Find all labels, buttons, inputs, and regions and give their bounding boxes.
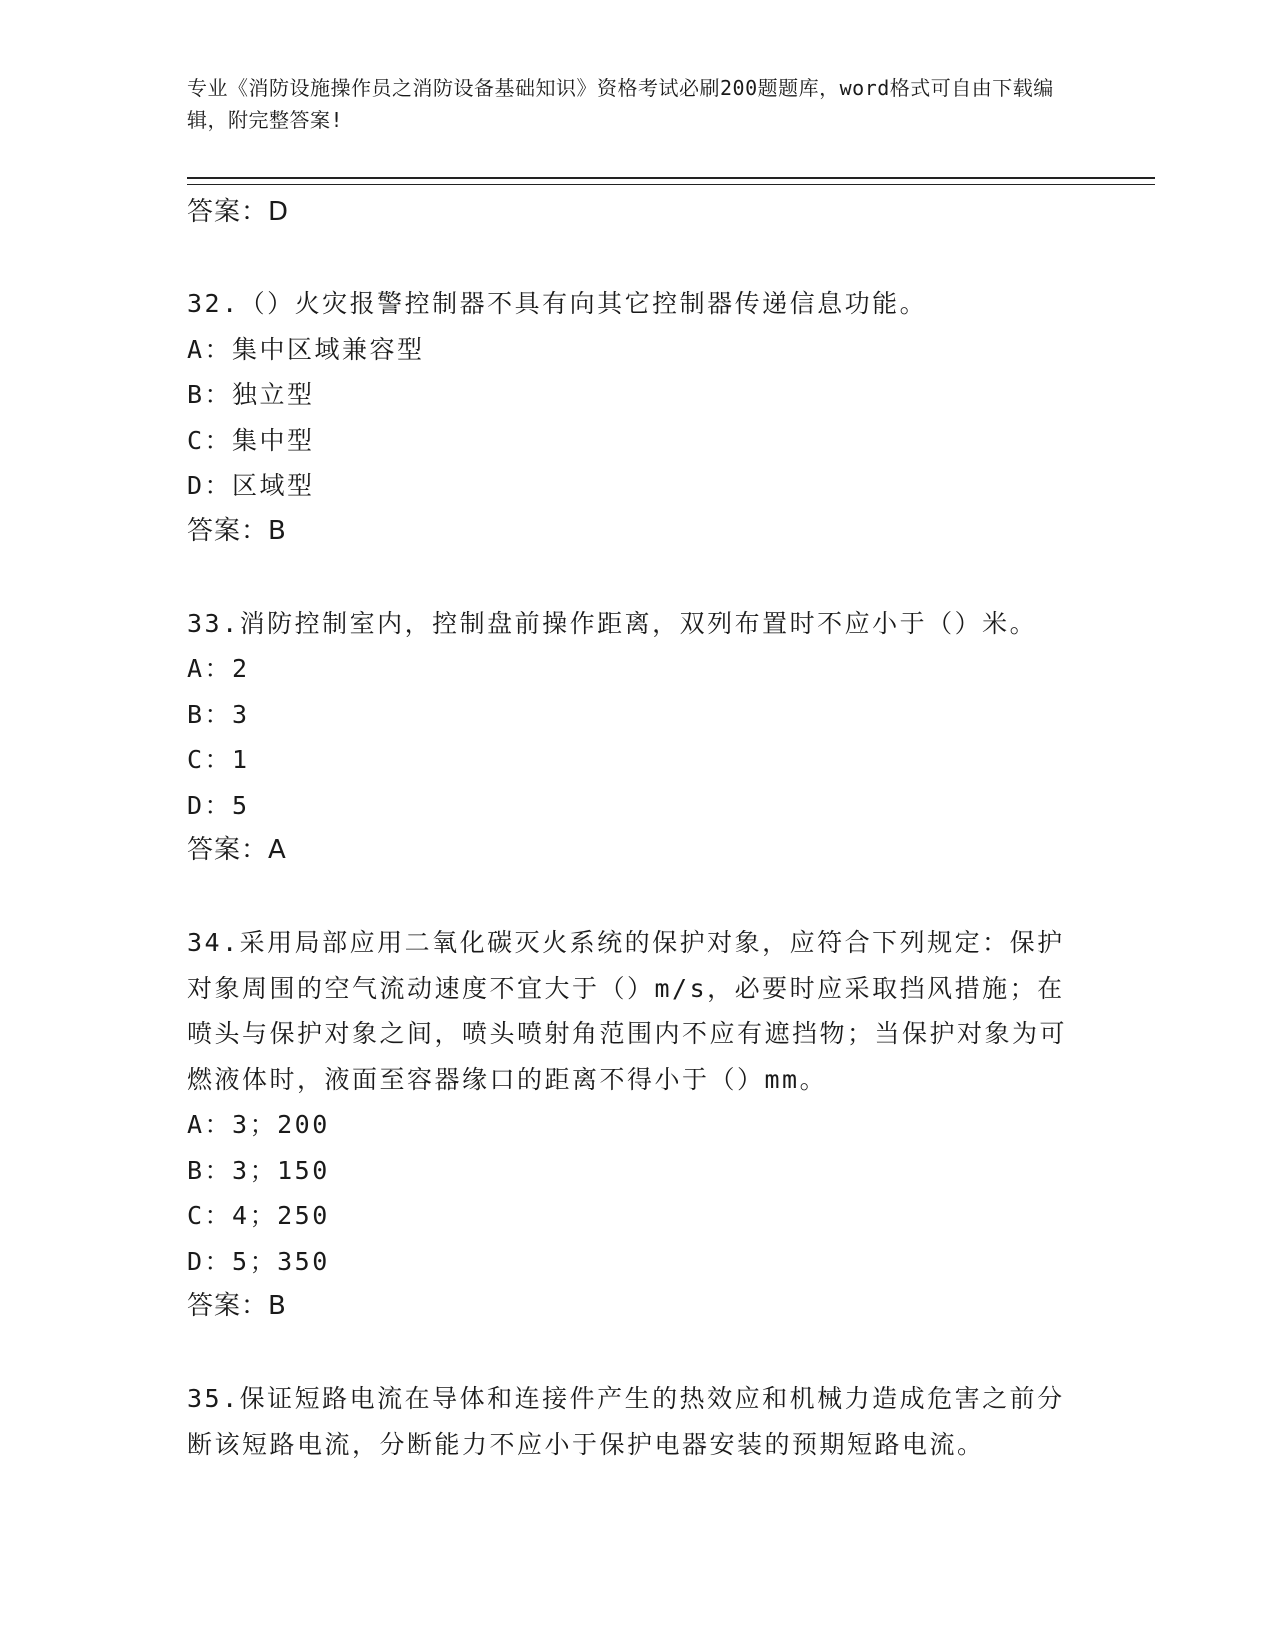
answer-line: 答案：A — [187, 835, 287, 865]
question-text: 33.消防控制室内，控制盘前操作距离，双列布置时不应小于（）米。 — [187, 608, 1038, 638]
option-c: C：4；250 — [187, 1201, 330, 1230]
option-a: A：2 — [187, 654, 250, 683]
option-d: D：区域型 — [187, 471, 315, 500]
question-text: 35.保证短路电流在导体和连接件产生的热效应和机械力造成危害之前分断该短路电流，分断能力不应小于保护电器安装的预期短路电流。 — [187, 1384, 1065, 1459]
answer-line: 答案：B — [187, 1291, 287, 1321]
question-34 — [187, 920, 1147, 1329]
option-d: D：5；350 — [187, 1246, 330, 1276]
option-a: A：集中区域兼容型 — [187, 334, 425, 364]
answer-line: 答案：B — [187, 515, 287, 546]
option-d: D：5 — [187, 790, 250, 820]
question-text: 32.（）火灾报警控制器不具有向其它控制器传递信息功能。 — [187, 289, 928, 318]
header-divider — [187, 177, 1155, 185]
option-b: B：独立型 — [187, 380, 315, 409]
option-b: B：3 — [187, 699, 250, 729]
option-c: C：1 — [187, 745, 250, 774]
option-b: B：3；150 — [187, 1155, 330, 1185]
question-35 — [187, 1376, 1147, 1467]
question-list — [187, 190, 1147, 1514]
answer-line: 答案：D — [187, 197, 290, 227]
question-33 — [187, 601, 1147, 874]
option-a: A：3；200 — [187, 1110, 330, 1139]
question-text: 34.采用局部应用二氧化碳灭火系统的保护对象，应符合下列规定：保护对象周围的空气流动速度不宜大于（）m/s，必要时应采取挡风措施；在喷头与保护对象之间，喷头喷射角范围内不应有遮挡物；当保护对象为可燃液体时，液面至容器缘口的距离不得小于（）mm。 — [187, 928, 1068, 1094]
option-c: C：集中型 — [187, 425, 315, 455]
question-32 — [187, 281, 1147, 554]
document-header: 专业《消防设施操作员之消防设备基础知识》资格考试必刷200题题库，word格式可自由下载编辑，附完整答案! — [187, 76, 1054, 132]
